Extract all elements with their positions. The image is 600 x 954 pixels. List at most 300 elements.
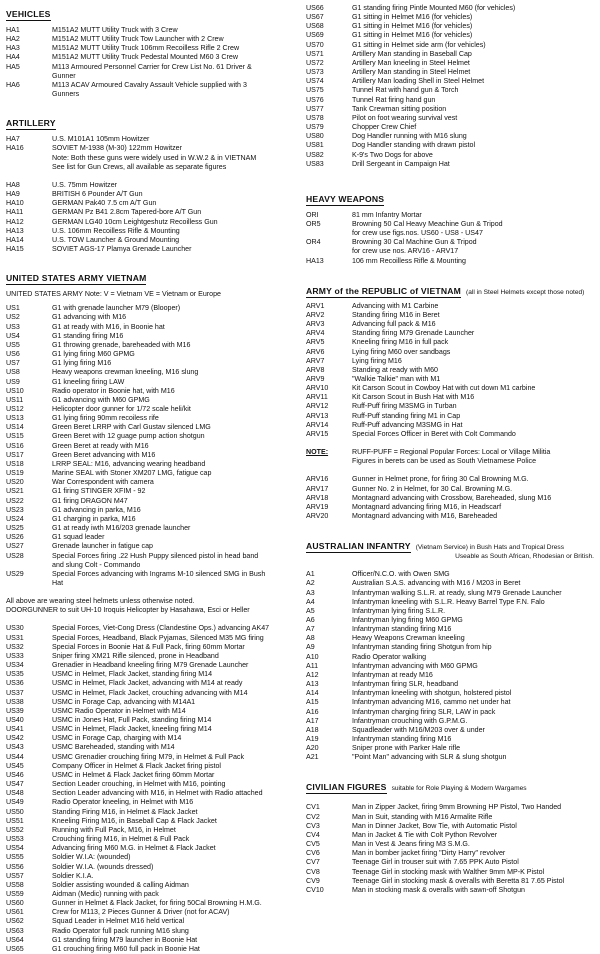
item-code: ARV3 <box>306 320 325 329</box>
list-item <box>306 375 594 384</box>
list-item <box>306 50 594 59</box>
item-desc: GERMAN Pz B41 2.8cm Tapered-bore A/T Gun <box>52 208 202 217</box>
item-desc: Special Forces advancing with Ingrams M-10 silenced SMG in Bush <box>52 569 266 578</box>
arvn-list-continued <box>306 475 594 521</box>
item-code: US46 <box>6 770 24 779</box>
spacer <box>306 439 594 448</box>
item-code: HA14 <box>6 235 24 244</box>
item-code: ARV8 <box>306 365 325 374</box>
item-code: A20 <box>306 744 319 753</box>
item-code: HA15 <box>6 244 24 253</box>
list-item <box>306 858 594 867</box>
item-code: US62 <box>6 917 24 926</box>
item-desc: Aidman (Medic) running with pack <box>52 889 159 898</box>
item-code: A8 <box>306 634 315 643</box>
us-army-list-continued <box>6 624 294 954</box>
item-desc: LRRP SEAL: M16, advancing wearing headband <box>52 459 206 468</box>
item-code: US29 <box>6 569 24 578</box>
list-item <box>306 384 594 393</box>
list-item <box>306 123 594 132</box>
item-desc: G1 sitting in Helmet M16 (for vehicles) <box>352 13 473 22</box>
list-item <box>6 753 294 762</box>
spacer <box>6 90 52 99</box>
list-item <box>306 662 594 671</box>
item-desc: Montagnard advancing with M16, Bareheaded <box>352 512 498 521</box>
item-code: US71 <box>306 49 324 58</box>
item-desc: Special Forces in Boonie Hat & Full Pack, firing 60mm Mortar <box>52 642 245 651</box>
item-desc: 81 mm Infantry Mortar <box>352 210 422 219</box>
item-code: US45 <box>6 761 24 770</box>
us-army-subheading: UNITED STATES ARMY Note: V = Vietnam VE = Vietnam or Europe <box>6 290 222 299</box>
spacer <box>6 254 294 268</box>
list-item <box>306 475 594 484</box>
list-item <box>6 469 294 478</box>
item-desc: G1 lying firing M60 GPMG <box>52 350 135 359</box>
item-code: A16 <box>306 707 319 716</box>
item-desc: SOVIET AGS-17 Plamya Grenade Launcher <box>52 244 192 253</box>
list-item <box>6 144 294 153</box>
item-code: A7 <box>306 625 315 634</box>
item-desc: Infantryman lying firing M60 GPMG <box>352 615 463 624</box>
list-item-continuation <box>6 72 294 81</box>
item-code: US55 <box>6 853 24 862</box>
list-item <box>6 716 294 725</box>
item-code: HA11 <box>6 208 24 217</box>
item-desc: Tunnel Rat with hand gun & Torch <box>352 86 459 95</box>
item-code: HA3 <box>6 44 20 53</box>
item-desc: USMC in Jones Hat, Full Pack, standing firing M14 <box>52 716 212 724</box>
item-code: CV8 <box>306 867 320 876</box>
item-desc: G1 throwing grenade, bareheaded with M16 <box>52 340 191 349</box>
item-code: US64 <box>6 935 24 944</box>
item-code: ARV4 <box>306 329 325 338</box>
item-code: CV4 <box>306 830 320 839</box>
list-item <box>306 31 594 40</box>
heading-text: ARMY of the REPUBLIC of VIETNAM <box>306 285 461 296</box>
item-code: US43 <box>6 743 24 752</box>
item-code: A11 <box>306 661 319 670</box>
list-item <box>6 218 294 227</box>
item-code: ORI <box>306 210 319 219</box>
item-code: HA10 <box>6 199 24 208</box>
item-desc: Infantryman at ready M16 <box>352 670 433 679</box>
item-code: US61 <box>6 908 24 917</box>
item-code: US75 <box>306 86 324 95</box>
spacer <box>306 521 594 541</box>
list-item <box>6 707 294 716</box>
list-item <box>6 670 294 679</box>
list-item <box>6 661 294 670</box>
list-item <box>6 698 294 707</box>
item-desc: Montagnard advancing firing M16, in Headscarf <box>352 502 502 511</box>
item-code: US59 <box>6 889 24 898</box>
list-item <box>6 908 294 917</box>
item-code: HA5 <box>6 62 20 71</box>
item-code: ARV2 <box>306 310 325 319</box>
list-item <box>306 753 594 762</box>
us-army-footnote-2: DOORGUNNER to suit UH-10 Iroquis Helicopter by Hasahawa, Esci or Heller <box>6 606 250 615</box>
item-code: US22 <box>6 496 24 505</box>
list-item <box>6 423 294 432</box>
heading-text: UNITED STATES ARMY VIETNAM <box>6 273 147 284</box>
item-code: US10 <box>6 386 24 395</box>
item-code: HA2 <box>6 35 20 44</box>
item-desc: G1 with grenade launcher M79 (Blooper) <box>52 304 181 313</box>
list-item <box>6 533 294 542</box>
artillery-list <box>6 135 294 254</box>
item-code: CV5 <box>306 840 320 849</box>
list-item <box>306 589 594 598</box>
item-code: A2 <box>306 579 315 588</box>
item-desc: K-9's Two Dogs for above <box>352 150 433 159</box>
heading-note-second-line: Useable as South African, Rhodesian or British. <box>455 553 594 561</box>
item-desc: M113 ACAV Armoured Cavalry Assault Vehicle supplied with 3 <box>52 80 247 89</box>
list-item <box>306 132 594 141</box>
item-code: US19 <box>6 469 24 478</box>
list-item <box>6 872 294 881</box>
list-item <box>306 412 594 421</box>
artillery-note-line <box>6 163 294 172</box>
list-item <box>306 625 594 634</box>
artillery-note-line <box>6 154 294 163</box>
item-code: US40 <box>6 716 24 724</box>
item-desc: G1 advancing with M60 GPMG <box>52 395 150 404</box>
list-item <box>6 405 294 414</box>
item-desc: M113 Armoured Personnel Carrier for Crew List No. 61 Driver & <box>52 62 252 71</box>
item-code: CV3 <box>306 821 320 830</box>
item-desc: G1 squad leader <box>52 533 105 542</box>
list-item <box>6 359 294 368</box>
item-desc: Running with Full Pack, M16, in Helmet <box>52 825 176 834</box>
item-code: US25 <box>6 524 24 533</box>
list-item <box>306 13 594 22</box>
list-item <box>6 442 294 451</box>
item-code: US82 <box>306 150 324 159</box>
item-code: CV10 <box>306 885 324 894</box>
heading-text: ARTILLERY <box>6 118 56 129</box>
list-item <box>6 624 294 633</box>
item-desc: Man in Zipper Jacket, firing 9mm Browning HP Pistol, Two Handed <box>352 803 562 812</box>
australian-infantry-list <box>306 570 594 762</box>
item-code: ARV9 <box>306 375 325 383</box>
list-item <box>6 643 294 652</box>
item-desc: U.S. TOW Launcher & Ground Mounting <box>52 235 180 244</box>
item-desc: G1 lying firing 90mm recoiless rife <box>52 414 159 423</box>
list-item <box>306 634 594 643</box>
item-desc: USMC in Helmet & Flack Jacket firing 60mm Mortar <box>52 770 215 779</box>
spacer <box>306 457 352 466</box>
item-code: A5 <box>306 606 315 615</box>
item-code: US4 <box>6 331 20 340</box>
item-code: ARV20 <box>306 512 329 521</box>
item-code: ARV11 <box>306 393 328 402</box>
item-code: A17 <box>306 716 319 725</box>
item-desc: Gunner in Helmet prone, for firing 30 Cal Browning M.G. <box>352 475 529 484</box>
list-item <box>6 451 294 460</box>
section-heading-australian-infantry <box>306 541 594 561</box>
list-item <box>6 542 294 551</box>
item-desc: Standing Firing M16, in Helmet & Flack Jacket <box>52 807 198 816</box>
item-desc: G1 kneeling firing LAW <box>52 377 125 386</box>
list-item <box>6 487 294 496</box>
item-desc: Green Beret advancing with M16 <box>52 450 156 459</box>
list-item <box>6 460 294 469</box>
list-item <box>6 789 294 798</box>
list-item <box>6 368 294 377</box>
item-code: US31 <box>6 633 24 642</box>
us-army-list <box>6 304 294 588</box>
item-code: US33 <box>6 651 24 660</box>
item-desc: Sniper firing XM21 Rifle silenced, prone in Headband <box>52 651 219 660</box>
item-desc: Marine SEAL with Stoner XM207 LMG, fatigue cap <box>52 469 212 478</box>
list-item <box>6 734 294 743</box>
item-code: A19 <box>306 735 319 743</box>
list-item-continuation <box>306 229 594 238</box>
list-item <box>6 780 294 789</box>
item-code: OR5 <box>306 219 321 228</box>
item-code: HA12 <box>6 217 24 226</box>
list-item <box>6 927 294 936</box>
item-desc: U.S. 106mm Recoilless Rifle & Mounting <box>52 226 180 235</box>
item-code: US17 <box>6 450 24 459</box>
list-item <box>6 478 294 487</box>
item-code: US12 <box>6 405 24 413</box>
item-desc: Kneeling firing M16 in full pack <box>352 338 449 347</box>
item-desc: Gunner in Helmet & Flack Jacket, for firing 50Cal Browning H.M.G. <box>52 899 262 908</box>
list-item <box>306 494 594 503</box>
item-desc: Man in Dinner Jacket, Bow Tie, with Automatic Pistol <box>352 821 517 830</box>
item-code: HA6 <box>6 80 20 89</box>
item-code: US42 <box>6 734 24 743</box>
list-item <box>306 41 594 50</box>
list-item <box>6 798 294 807</box>
item-code: CV1 <box>306 803 320 812</box>
item-code: US38 <box>6 697 24 706</box>
list-item <box>306 160 594 169</box>
item-code: US24 <box>6 514 24 523</box>
item-code: HA9 <box>6 190 20 199</box>
item-code: A15 <box>306 698 319 707</box>
item-desc-cont: Gunner <box>52 71 76 80</box>
item-desc: Helicopter door gunner for 1/72 scale heli/kit <box>52 405 191 413</box>
list-item <box>306 849 594 858</box>
item-desc: USMC in Helmet, Flack Jacket, crouching advancing with M14 <box>52 688 248 697</box>
item-desc: Teenage Girl in stocking mask with Walther 9mm MP-K Pistol <box>352 867 545 876</box>
list-item <box>306 689 594 698</box>
item-desc: G1 at ready iwth M16/203 grenade launcher <box>52 524 191 533</box>
list-item <box>306 643 594 652</box>
item-desc-cont: Gunners <box>52 90 80 99</box>
item-code: US3 <box>6 322 20 331</box>
list-item <box>306 329 594 338</box>
item-desc: Dog Handler running with M16 slung <box>352 132 467 141</box>
item-code: HA8 <box>6 180 20 189</box>
list-item <box>6 771 294 780</box>
list-item <box>6 634 294 643</box>
list-item <box>306 813 594 822</box>
item-desc: G1 crouching firing M60 full pack in Boonie Hat <box>52 944 200 953</box>
list-item <box>6 570 294 579</box>
list-item <box>6 81 294 90</box>
item-code: US58 <box>6 880 24 889</box>
item-desc: Pilot on foot wearing survival vest <box>352 113 458 122</box>
item-desc: Kneeling Firing M16, in Baseball Cap & Flack Jacket <box>52 816 217 825</box>
item-code: A12 <box>306 670 319 679</box>
item-code: US47 <box>6 780 24 789</box>
list-item <box>6 414 294 423</box>
item-desc: USMC in Forage Cap, advancing with M14A1 <box>52 697 196 706</box>
list-item <box>306 421 594 430</box>
list-item <box>6 917 294 926</box>
list-item <box>6 524 294 533</box>
list-item <box>6 835 294 844</box>
arvn-note <box>306 448 594 457</box>
item-code: US51 <box>6 816 24 825</box>
item-desc: Special Forces firing .22 Hush Puppy silenced pistol in head band <box>52 551 259 560</box>
list-item <box>6 378 294 387</box>
list-item <box>306 393 594 402</box>
list-item <box>306 366 594 375</box>
item-desc: Heavy Weapons Crewman kneeling <box>352 634 465 643</box>
item-code: HA1 <box>6 26 20 34</box>
list-item <box>6 208 294 217</box>
item-desc: G1 advancing with M16 <box>52 313 127 322</box>
item-desc: U.S. M101A1 105mm Howitzer <box>52 135 150 144</box>
item-desc: G1 at ready with M16, in Boonie hat <box>52 322 165 331</box>
item-desc: Infantryman advancing with M60 GPMG <box>352 661 478 670</box>
spacer <box>6 579 52 588</box>
list-item <box>6 652 294 661</box>
item-code: CV6 <box>306 849 320 858</box>
item-desc: Browning 50 Cal Heavy Meachine Gun & Tripod <box>352 219 503 228</box>
item-code: US28 <box>6 551 24 560</box>
item-desc: Kit Carson Scout in Bush Hat with M16 <box>352 393 475 402</box>
list-item <box>6 497 294 506</box>
item-desc: Montagnard advancing with Crossbow, Bareheaded, slung M16 <box>352 493 552 502</box>
list-item <box>6 313 294 322</box>
right-column <box>300 4 594 894</box>
item-desc: Man in bomber jacket firing "Dirty Harry" revolver <box>352 849 506 858</box>
item-code: US27 <box>6 542 24 551</box>
item-code: CV7 <box>306 858 320 867</box>
item-code: US80 <box>306 132 324 141</box>
spacer <box>6 154 52 163</box>
item-desc: Drill Sergeant in Campaign Hat <box>352 159 450 168</box>
item-code: A14 <box>306 689 319 698</box>
item-code: US73 <box>306 68 324 77</box>
item-code: US78 <box>306 113 324 122</box>
item-code: US60 <box>6 899 24 908</box>
item-desc: USMC in Helmet, Flack Jacket, kneeling firing M14 <box>52 725 212 734</box>
list-item <box>6 26 294 35</box>
list-item <box>306 220 594 229</box>
item-code: ARV5 <box>306 338 325 347</box>
list-item-continuation <box>6 561 294 570</box>
item-desc: Artillery Man standing in Steel Helmet <box>352 68 471 77</box>
spacer <box>6 99 294 113</box>
list-item <box>306 22 594 31</box>
item-desc: USMC Grenadier crouching firing M79, in Helmet & Full Pack <box>52 752 244 761</box>
item-desc: G1 standing firing M16 <box>52 331 124 340</box>
list-item <box>6 332 294 341</box>
section-heading-artillery <box>6 113 294 131</box>
item-code: US56 <box>6 862 24 871</box>
item-code: US68 <box>306 22 324 31</box>
item-desc: Browning 30 Cal Machine Gun & Tripod <box>352 238 477 247</box>
item-desc: G1 firing STINGER XFIM - 92 <box>52 487 146 496</box>
list-item <box>6 199 294 208</box>
item-code: US20 <box>6 478 24 487</box>
item-code: ARV14 <box>306 420 329 429</box>
item-code: US30 <box>6 624 24 633</box>
list-item <box>306 59 594 68</box>
spacer <box>306 169 594 189</box>
item-desc: Dog Handler standing with drawn pistol <box>352 141 476 150</box>
item-code: US65 <box>6 944 24 953</box>
item-desc: G1 charging in parka, M16 <box>52 514 136 523</box>
list-item <box>6 552 294 561</box>
list-item <box>6 181 294 190</box>
list-item <box>306 607 594 616</box>
item-desc: Crew for M113, 2 Pieces Gunner & Driver (not for ACAV) <box>52 908 230 917</box>
list-item <box>6 432 294 441</box>
list-item <box>306 86 594 95</box>
item-code: A1 <box>306 570 315 579</box>
item-desc: Infantryman walking S.L.R. at ready, slung M79 Grenade Launcher <box>352 588 562 597</box>
list-item <box>6 853 294 862</box>
item-code: US53 <box>6 835 24 844</box>
list-item <box>306 338 594 347</box>
item-desc: Infantryman kneeling with S.L.R. Heavy Barrel Type F.N. Falo <box>352 597 545 606</box>
spacer <box>6 172 294 181</box>
list-item <box>6 881 294 890</box>
item-desc: Advancing firing M60 M.G. in Helmet & Flack Jacket <box>52 844 216 853</box>
list-item <box>306 96 594 105</box>
list-item <box>6 515 294 524</box>
item-desc: Soldier W.I.A: (wounded) <box>52 853 131 862</box>
item-code: US81 <box>306 141 324 150</box>
item-desc: Ruff-Puff standing firing M1 in Cap <box>352 411 461 420</box>
list-item <box>6 227 294 236</box>
list-item <box>306 680 594 689</box>
list-item <box>6 190 294 199</box>
item-desc: Section Leader crouching, in Helmet with M16, pointing <box>52 780 226 789</box>
list-item <box>6 35 294 44</box>
list-item <box>6 679 294 688</box>
list-item <box>306 211 594 220</box>
spacer <box>6 588 294 597</box>
list-item <box>306 4 594 13</box>
spacer <box>6 561 52 570</box>
item-code: US69 <box>306 31 324 40</box>
item-desc: Heavy weapons crewman kneeling, M16 slung <box>52 368 199 377</box>
spacer <box>306 466 594 475</box>
item-desc: Sniper prone with Parker Hale rifle <box>352 744 461 753</box>
item-code: HA16 <box>6 144 24 153</box>
list-item <box>6 44 294 53</box>
list-item <box>6 890 294 899</box>
item-desc: G1 lying firing M16 <box>52 359 112 368</box>
list-item <box>6 350 294 359</box>
item-desc: Infantryman crouching with G.P.M.G. <box>352 716 468 725</box>
item-code: US36 <box>6 679 24 688</box>
item-code: A6 <box>306 615 315 624</box>
item-code: ARV17 <box>306 484 329 493</box>
spacer <box>6 72 52 81</box>
item-desc: Radio Operator walking <box>352 652 427 661</box>
item-code: US15 <box>6 432 24 441</box>
item-code: OR4 <box>306 238 321 247</box>
